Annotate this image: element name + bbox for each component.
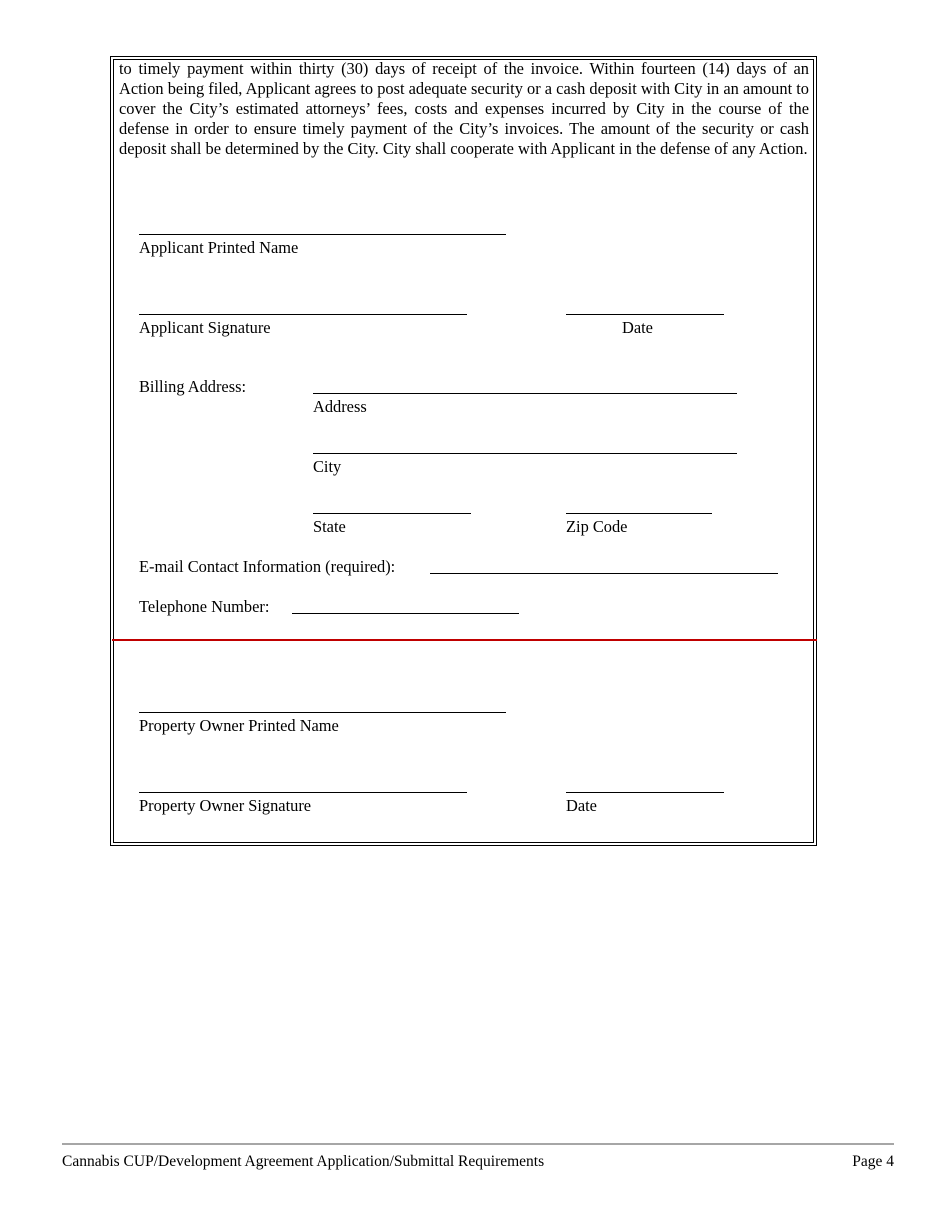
owner-date-label: Date xyxy=(566,796,597,815)
billing-city-line[interactable] xyxy=(313,453,737,454)
applicant-printed-name-label: Applicant Printed Name xyxy=(139,238,299,257)
owner-printed-name-line[interactable] xyxy=(139,712,506,713)
applicant-signature-line[interactable] xyxy=(139,314,467,315)
footer-title: Cannabis CUP/Development Agreement Application/Submittal Requirements xyxy=(62,1153,545,1170)
billing-zip-line[interactable] xyxy=(566,513,712,514)
billing-city-label: City xyxy=(313,457,342,476)
billing-address-label: Billing Address: xyxy=(139,377,247,396)
telephone-label: Telephone Number: xyxy=(139,597,270,616)
applicant-date-line[interactable] xyxy=(566,314,724,315)
section-divider xyxy=(112,639,817,641)
billing-zip-label: Zip Code xyxy=(566,517,628,536)
page-number: Page 4 xyxy=(852,1153,894,1170)
billing-state-line[interactable] xyxy=(313,513,471,514)
owner-signature-line[interactable] xyxy=(139,792,467,793)
applicant-date-label: Date xyxy=(622,318,653,337)
billing-address-line[interactable] xyxy=(313,393,737,394)
owner-signature-label: Property Owner Signature xyxy=(139,796,312,815)
email-line[interactable] xyxy=(430,573,778,574)
applicant-signature-label: Applicant Signature xyxy=(139,318,271,337)
footer-rule xyxy=(62,1143,894,1145)
email-label: E-mail Contact Information (required): xyxy=(139,557,396,576)
owner-date-line[interactable] xyxy=(566,792,724,793)
owner-printed-name-label: Property Owner Printed Name xyxy=(139,716,339,735)
billing-state-label: State xyxy=(313,517,346,536)
telephone-line[interactable] xyxy=(292,613,519,614)
indemnification-paragraph: to timely payment within thirty (30) days of receipt of the invoice. Within fourteen (14) days of an Action being filed, Applicant agrees to post adequate security or a cash deposit with City in an amount to cover the City’s estimated attorneys’ fees, costs and expenses incurred by City in the course of the defense in order to ensure timely payment of the City’s invoices. The amount of the security or cash deposit shall be determined by the City. City shall cooperate with Applicant in the defense of any Action. xyxy=(119,59,809,158)
billing-address-sublabel: Address xyxy=(313,397,367,416)
applicant-printed-name-line[interactable] xyxy=(139,234,506,235)
